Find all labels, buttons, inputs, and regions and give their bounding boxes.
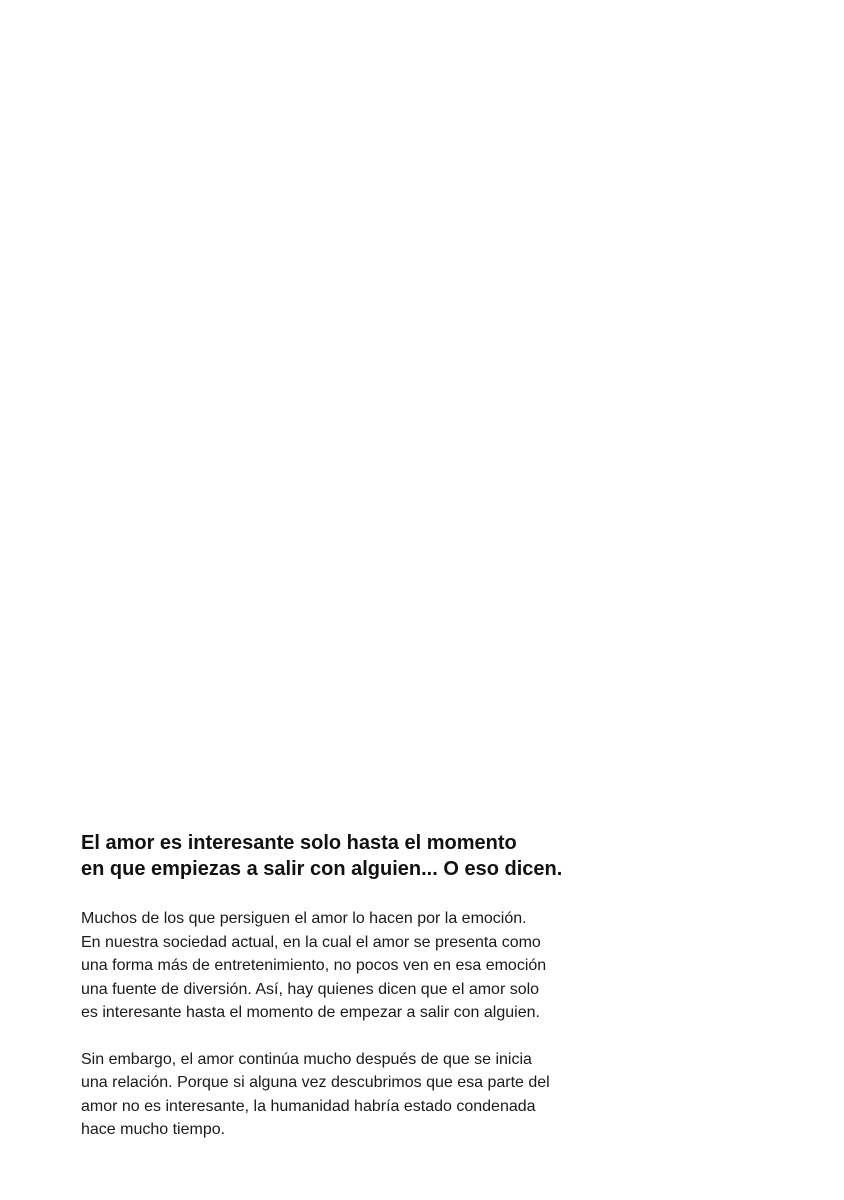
paragraph-line: una relación. Porque si alguna vez descubrimos que esa parte del xyxy=(81,1074,550,1091)
paragraph-line: Muchos de los que persiguen el amor lo hacen por la emoción. xyxy=(81,910,527,927)
paragraph-2 xyxy=(81,1048,681,1142)
paragraph-line: En nuestra sociedad actual, en la cual el amor se presenta como xyxy=(81,933,541,951)
paragraph-line: Sin embargo, el amor continúa mucho después de que se inicia xyxy=(81,1050,532,1068)
paragraph-1 xyxy=(81,907,681,1025)
heading xyxy=(81,830,681,882)
paragraph-line: una forma más de entretenimiento, no pocos ven en esa emoción xyxy=(81,957,547,974)
text-block xyxy=(81,830,681,1142)
heading-line: El amor es interesante solo hasta el momento xyxy=(81,832,517,854)
paragraph-line: una fuente de diversión. Así, hay quienes dicen que el amor solo xyxy=(81,980,540,998)
paragraph-line: es interesante hasta el momento de empezar a salir con alguien. xyxy=(81,1004,540,1021)
paragraph-line: hace mucho tiempo. xyxy=(81,1121,226,1138)
heading-line: en que empiezas a salir con alguien... O eso dicen. xyxy=(81,858,563,880)
paragraph-line: amor no es interesante, la humanidad habría estado condenada xyxy=(81,1097,536,1115)
